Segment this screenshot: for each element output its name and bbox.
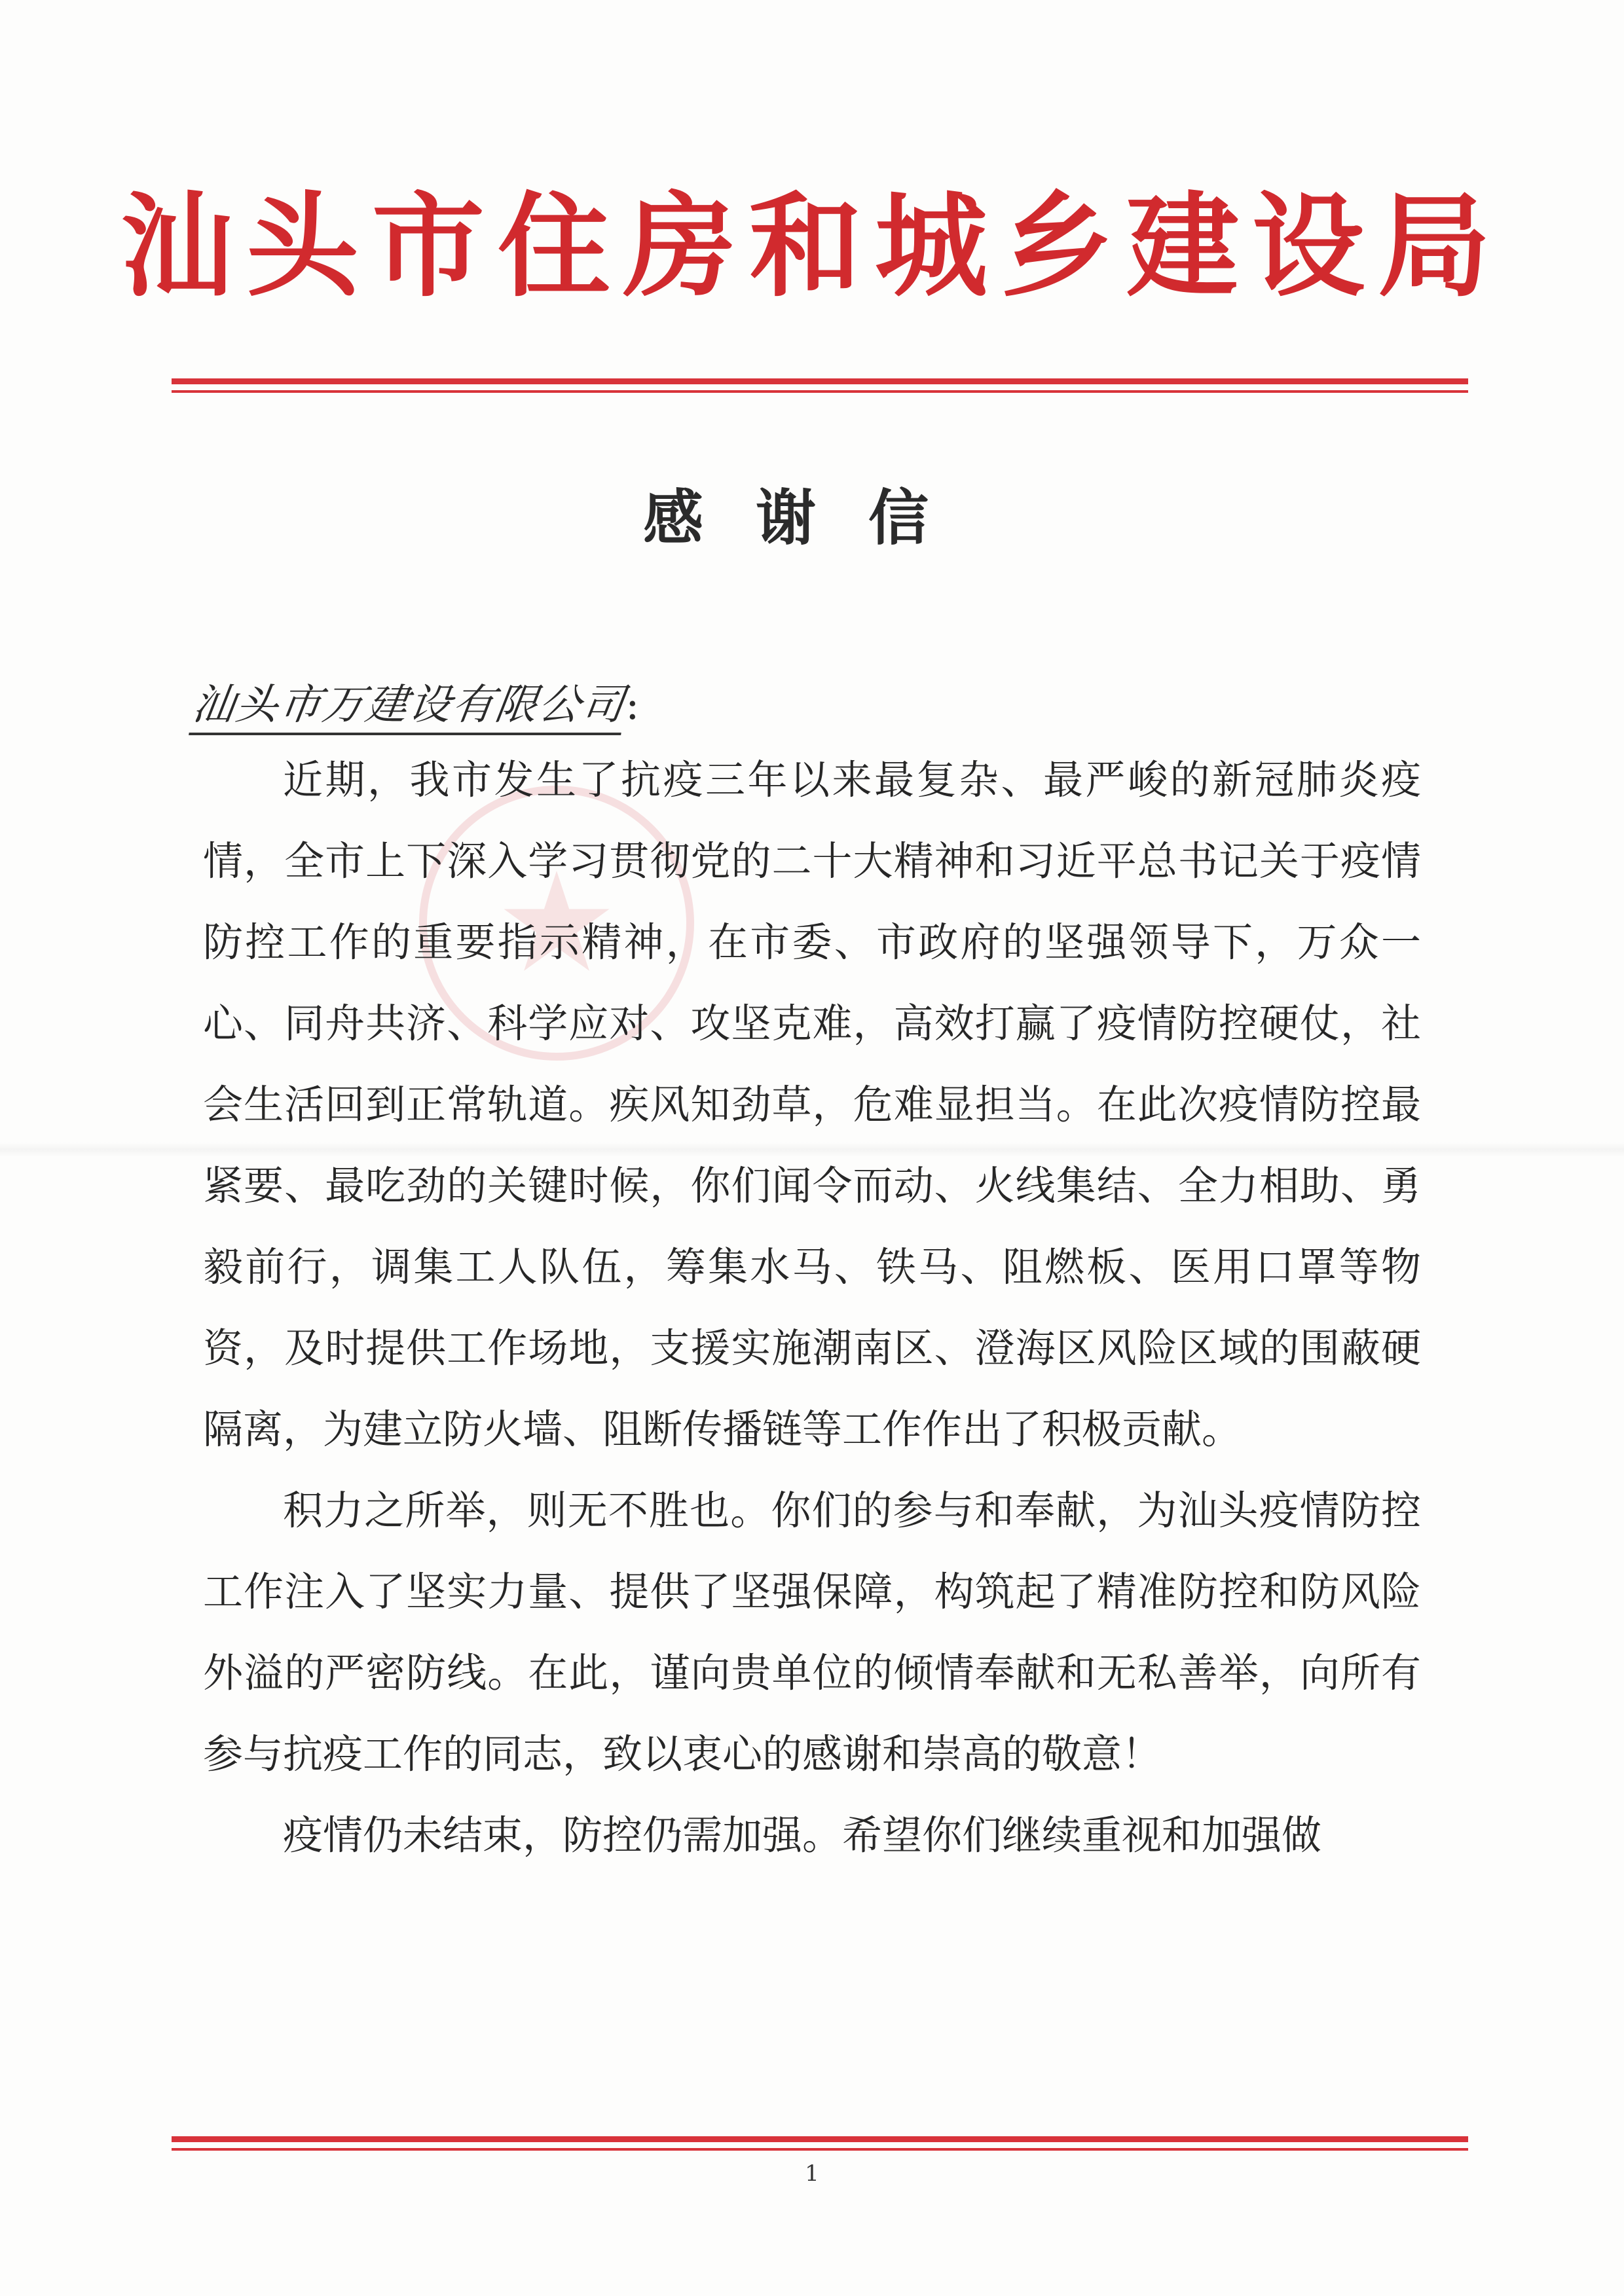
letterhead-double-red-rule [172, 378, 1468, 393]
body-paragraph-3: 疫情仍未结束，防控仍需加强。希望你们继续重视和加强做 [283, 1812, 1322, 1859]
body-paragraph-1: 近期，我市发生了抗疫三年以来最复杂、最严峻的新冠肺炎疫情，全市上下深入学习贯彻党的二十大精神和习近平总书记关于疫情防控工作的重要指示精神，在市委、市政府的坚强领导下，万众一心、同舟共济、科学应对、攻坚克难，高效打赢了疫情防控硬仗，社会生活回到正常轨道。疾风知劲草，危难显担当。在此次疫情防控最紧要、最吃劲的关键时候，你们闻令而动、火线集结、全力相助、勇毅前行，调集工人队伍，筹集水马、铁马、阻燃板、医用口罩等物资，及时提供工作场地，支援实施潮南区、澄海区风险区域的围蔽硬隔离，为建立防火墙、阻断传播链等工作作出了积极贡献。 [203, 757, 1421, 1453]
footer-rule-thin-line [172, 2148, 1468, 2151]
letterhead-organization-title: 汕头市住房和城乡建设局 [120, 179, 1504, 312]
handwritten-recipient-name: 汕头市万建设有限公司 [189, 671, 630, 735]
seal-star-icon: ★ [494, 843, 619, 1003]
salutation [189, 671, 640, 735]
page-number: 1 [805, 2160, 819, 2187]
footer-double-red-rule [172, 2136, 1468, 2151]
footer-rule-thick-line [172, 2136, 1468, 2142]
letter-body [203, 740, 1421, 1876]
letter-title: 感谢信 [642, 483, 981, 553]
body-paragraph-2: 积力之所举，则无不胜也。你们的参与和奉献，为汕头疫情防控工作注入了坚实力量、提供了坚强保障，构筑起了精准防控和防风险外溢的严密防线。在此，谨向贵单位的倾情奉献和无私善举，向所有参与抗疫工作的同志，致以衷心的感谢和崇高的敬意！ [203, 1487, 1421, 1777]
salutation-colon: : [625, 681, 640, 729]
red-rule-thin-line [172, 390, 1468, 393]
red-rule-thick-line [172, 378, 1468, 384]
